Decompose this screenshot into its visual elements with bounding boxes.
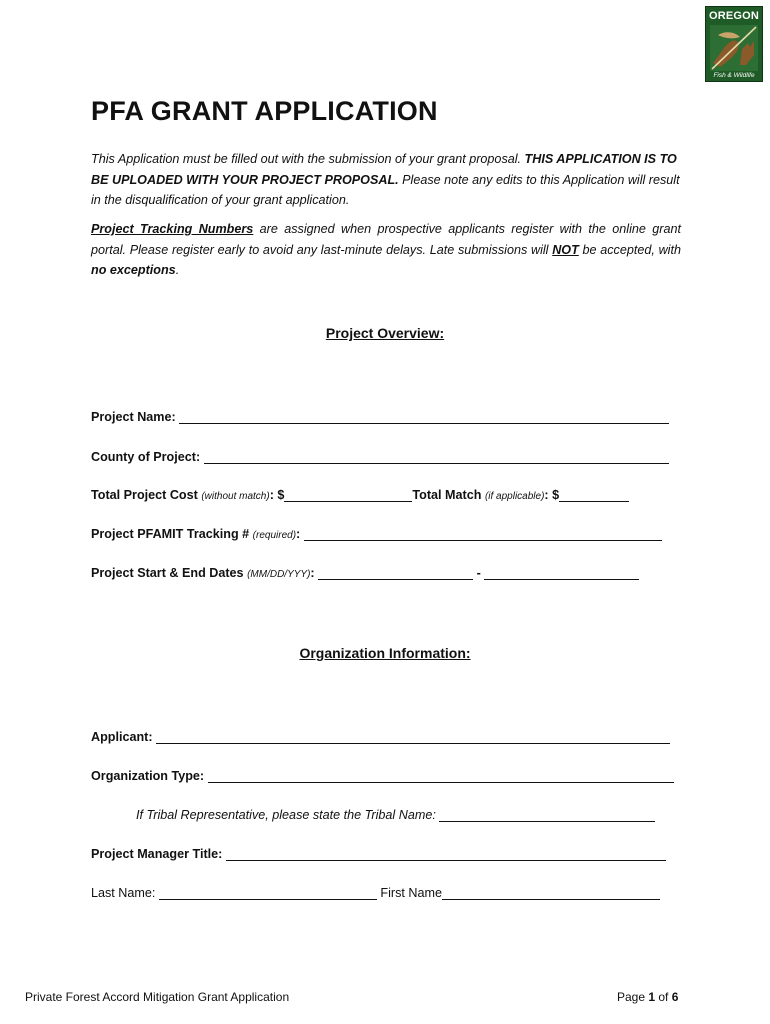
- footer-document-name: Private Forest Accord Mitigation Grant Application: [25, 990, 290, 1004]
- total-cost-suffix: : $: [269, 488, 285, 502]
- county-row: [91, 450, 669, 464]
- dates-label: Project Start & End Dates: [91, 566, 244, 580]
- page-current: 1: [648, 990, 656, 1004]
- organization-information-heading: Organization Information:: [299, 645, 471, 661]
- applicant-field[interactable]: [156, 730, 670, 744]
- total-match-label: Total Match: [412, 488, 482, 502]
- dates-hint: (MM/DD/YYY): [247, 569, 311, 580]
- last-name-field[interactable]: [159, 886, 377, 900]
- dates-row: [91, 566, 639, 580]
- page-of: of: [655, 990, 672, 1004]
- footer-page-number: [617, 990, 678, 1004]
- manager-title-row: [91, 847, 666, 861]
- org-type-label: Organization Type:: [91, 769, 205, 783]
- dates-separator: -: [473, 566, 485, 580]
- intro-text-1: This Application must be filled out with the submission of your grant proposal.: [91, 152, 525, 166]
- county-label: County of Project:: [91, 450, 201, 464]
- total-match-field[interactable]: [559, 488, 629, 502]
- tribal-name-field[interactable]: [439, 808, 655, 822]
- logo-wildlife-icon: [710, 25, 758, 71]
- dates-suffix: :: [310, 566, 315, 580]
- first-name-field[interactable]: [442, 886, 660, 900]
- total-match-suffix: : $: [544, 488, 560, 502]
- project-name-label: Project Name:: [91, 410, 176, 424]
- applicant-label: Applicant:: [91, 730, 153, 744]
- page-title: PFA GRANT APPLICATION: [91, 96, 438, 126]
- logo-oregon-text: OREGON: [708, 10, 760, 22]
- county-field[interactable]: [204, 450, 669, 464]
- tracking-numbers-term: Project Tracking Numbers: [91, 222, 254, 236]
- tribal-label: If Tribal Representative, please state the Tribal Name:: [136, 808, 436, 822]
- start-date-field[interactable]: [318, 566, 473, 580]
- project-name-field[interactable]: [179, 410, 669, 424]
- last-name-label: Last Name:: [91, 886, 156, 900]
- tracking-text-1: are assigned when prospective applicants register with the online grant portal. Please register early to avoid any last-minute delays. Late submissions will: [91, 222, 681, 257]
- first-name-label: First Name: [380, 886, 442, 900]
- no-exceptions-emphasis: no exceptions: [91, 263, 176, 277]
- tracking-paragraph: [91, 219, 681, 281]
- logo-fish-wildlife-text: Fish & Wildlife: [713, 72, 755, 79]
- tracking-text-3: .: [175, 263, 180, 277]
- cost-row: [91, 488, 629, 502]
- page-total: 6: [671, 990, 679, 1004]
- tracking-suffix: :: [296, 527, 301, 541]
- total-match-hint: (if applicable): [484, 491, 545, 502]
- tracking-row: [91, 527, 662, 541]
- intro-text-2: Please note any edits to this Application will result in the disqualification of your grant application.: [91, 172, 680, 207]
- tribal-row: [136, 808, 655, 822]
- total-cost-field[interactable]: [284, 488, 412, 502]
- odfw-logo: [705, 6, 763, 82]
- project-overview-heading: Project Overview:: [325, 325, 445, 341]
- page-prefix: Page: [617, 990, 649, 1004]
- org-type-row: [91, 769, 674, 783]
- project-name-row: [91, 410, 669, 424]
- not-emphasis: NOT: [552, 242, 579, 257]
- tracking-field[interactable]: [304, 527, 662, 541]
- applicant-row: [91, 730, 670, 744]
- name-row: [91, 886, 660, 900]
- intro-upload-notice: THIS APPLICATION IS TO BE UPLOADED WITH YOUR PROJECT PROPOSAL.: [91, 152, 677, 187]
- total-cost-hint: (without match): [201, 491, 270, 502]
- org-type-field[interactable]: [208, 769, 674, 783]
- tracking-label: Project PFAMIT Tracking #: [91, 527, 250, 541]
- tracking-text-2: be accepted, with: [578, 242, 681, 257]
- end-date-field[interactable]: [484, 566, 639, 580]
- tracking-hint: (required): [252, 530, 297, 541]
- intro-paragraph: [91, 149, 681, 211]
- total-cost-label: Total Project Cost: [91, 488, 198, 502]
- manager-title-label: Project Manager Title:: [91, 847, 223, 861]
- manager-title-field[interactable]: [226, 847, 666, 861]
